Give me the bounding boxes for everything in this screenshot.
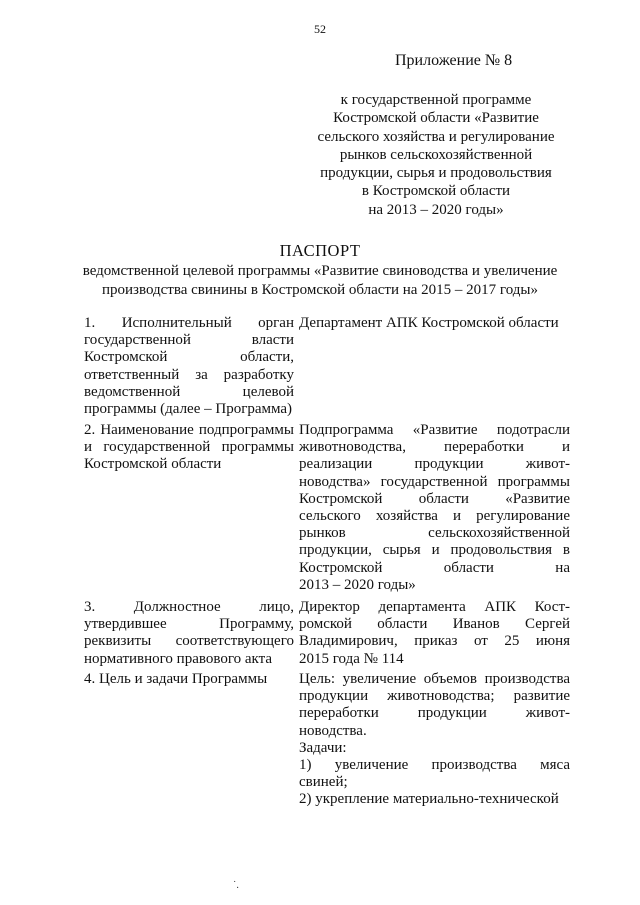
appendix-line: сельского хозяйства и регулирование xyxy=(317,128,555,145)
row-value-line: 2015 года № 114 xyxy=(299,650,404,667)
row-label-line: программы (далее – Программа) xyxy=(84,400,293,417)
appendix-line: в Костромской области xyxy=(361,183,511,200)
row-value xyxy=(299,671,570,809)
appendix-caption xyxy=(300,91,572,219)
row-label-line: нормативного правового акта xyxy=(84,650,272,667)
row-label-line: реквизиты соответствующего xyxy=(84,633,294,650)
row-value-line: рынков сельскохозяйственной xyxy=(299,525,570,542)
appendix-line: к государственной программе xyxy=(340,92,532,108)
row-value-line: продукции животноводства; развитие xyxy=(299,688,570,705)
row-label-line: государственной власти xyxy=(84,332,294,349)
row-value-line: Подпрограмма «Развитие подотрасли xyxy=(299,422,570,438)
row-label-line: утвердившее Программу, xyxy=(84,616,294,633)
row-value-line: продукции, сырья и продовольствия в xyxy=(299,542,570,559)
row-value-line: Владимирович, приказ от 25 июня xyxy=(299,633,570,650)
appendix-line: на 2013 – 2020 годы» xyxy=(368,201,504,218)
row-value-line: ромской области Иванов Сергей xyxy=(299,616,570,633)
row-value-line: Костромской области на xyxy=(299,559,570,576)
row-value-line: 2013 – 2020 годы» xyxy=(299,576,416,593)
passport-subtitle-line: ведомственной целевой программы «Развитие свиноводства и увеличение xyxy=(82,263,558,279)
passport-subtitle-line: производства свинины в Костромской области на 2015 – 2017 годы» xyxy=(101,281,538,298)
row-value-line: переработки продукции живот- xyxy=(299,705,570,722)
row-label xyxy=(84,671,294,688)
row-value-line: 2) укрепление материально-технической xyxy=(299,791,559,808)
row-label-line: Костромской области xyxy=(84,456,222,473)
appendix-line: продукции, сырья и продовольствия xyxy=(320,165,552,182)
appendix-line: Костромской области «Развитие xyxy=(333,110,539,127)
row-value-line: свиней; xyxy=(299,774,348,791)
page-number: 52 xyxy=(314,22,326,36)
row-label-line: 4. Цель и задачи Программы xyxy=(84,671,268,687)
row-label-line: и государственной программы xyxy=(84,439,294,456)
row-value-line: реализации продукции живот- xyxy=(299,456,570,473)
row-value-line: животноводства, переработки и xyxy=(299,439,570,456)
appendix-line: рынков сельскохозяйственной xyxy=(339,146,533,163)
passport-title: ПАСПОРТ xyxy=(279,241,361,260)
appendix-title: Приложение № 8 xyxy=(395,52,513,69)
row-value xyxy=(299,599,570,668)
scan-mark: ˙. xyxy=(233,880,239,891)
row-value-line: новодства» государственной программы xyxy=(299,473,570,490)
row-value-line: сельского хозяйства и регулирование xyxy=(299,507,570,524)
row-value xyxy=(299,422,570,594)
row-value-line: Цель: увеличение объемов производства xyxy=(299,671,570,687)
row-label-line: ведомственной целевой xyxy=(84,383,294,400)
row-label-line: Костромской области, xyxy=(84,349,294,366)
row-label-line: 1. Исполнительный орган xyxy=(84,315,294,331)
row-value-line: 1) увеличение производства мяса xyxy=(299,756,570,773)
row-label xyxy=(84,315,294,418)
passport-subtitle xyxy=(60,262,580,299)
row-label-line: 3. Должностное лицо, xyxy=(84,599,294,615)
row-value-line: новодства. xyxy=(299,722,367,739)
row-label-line: ответственный за разработку xyxy=(84,366,294,383)
row-value-line: Директор департамента АПК Кост- xyxy=(299,599,570,615)
row-value-line: Задачи: xyxy=(299,739,347,756)
row-value xyxy=(299,315,570,332)
row-label-line: 2. Наименование подпрограммы xyxy=(84,422,294,438)
row-value-line: Костромской области «Развитие xyxy=(299,490,570,507)
row-value-line: Департамент АПК Костромской области xyxy=(299,315,559,331)
row-label xyxy=(84,422,294,474)
row-label xyxy=(84,599,294,668)
